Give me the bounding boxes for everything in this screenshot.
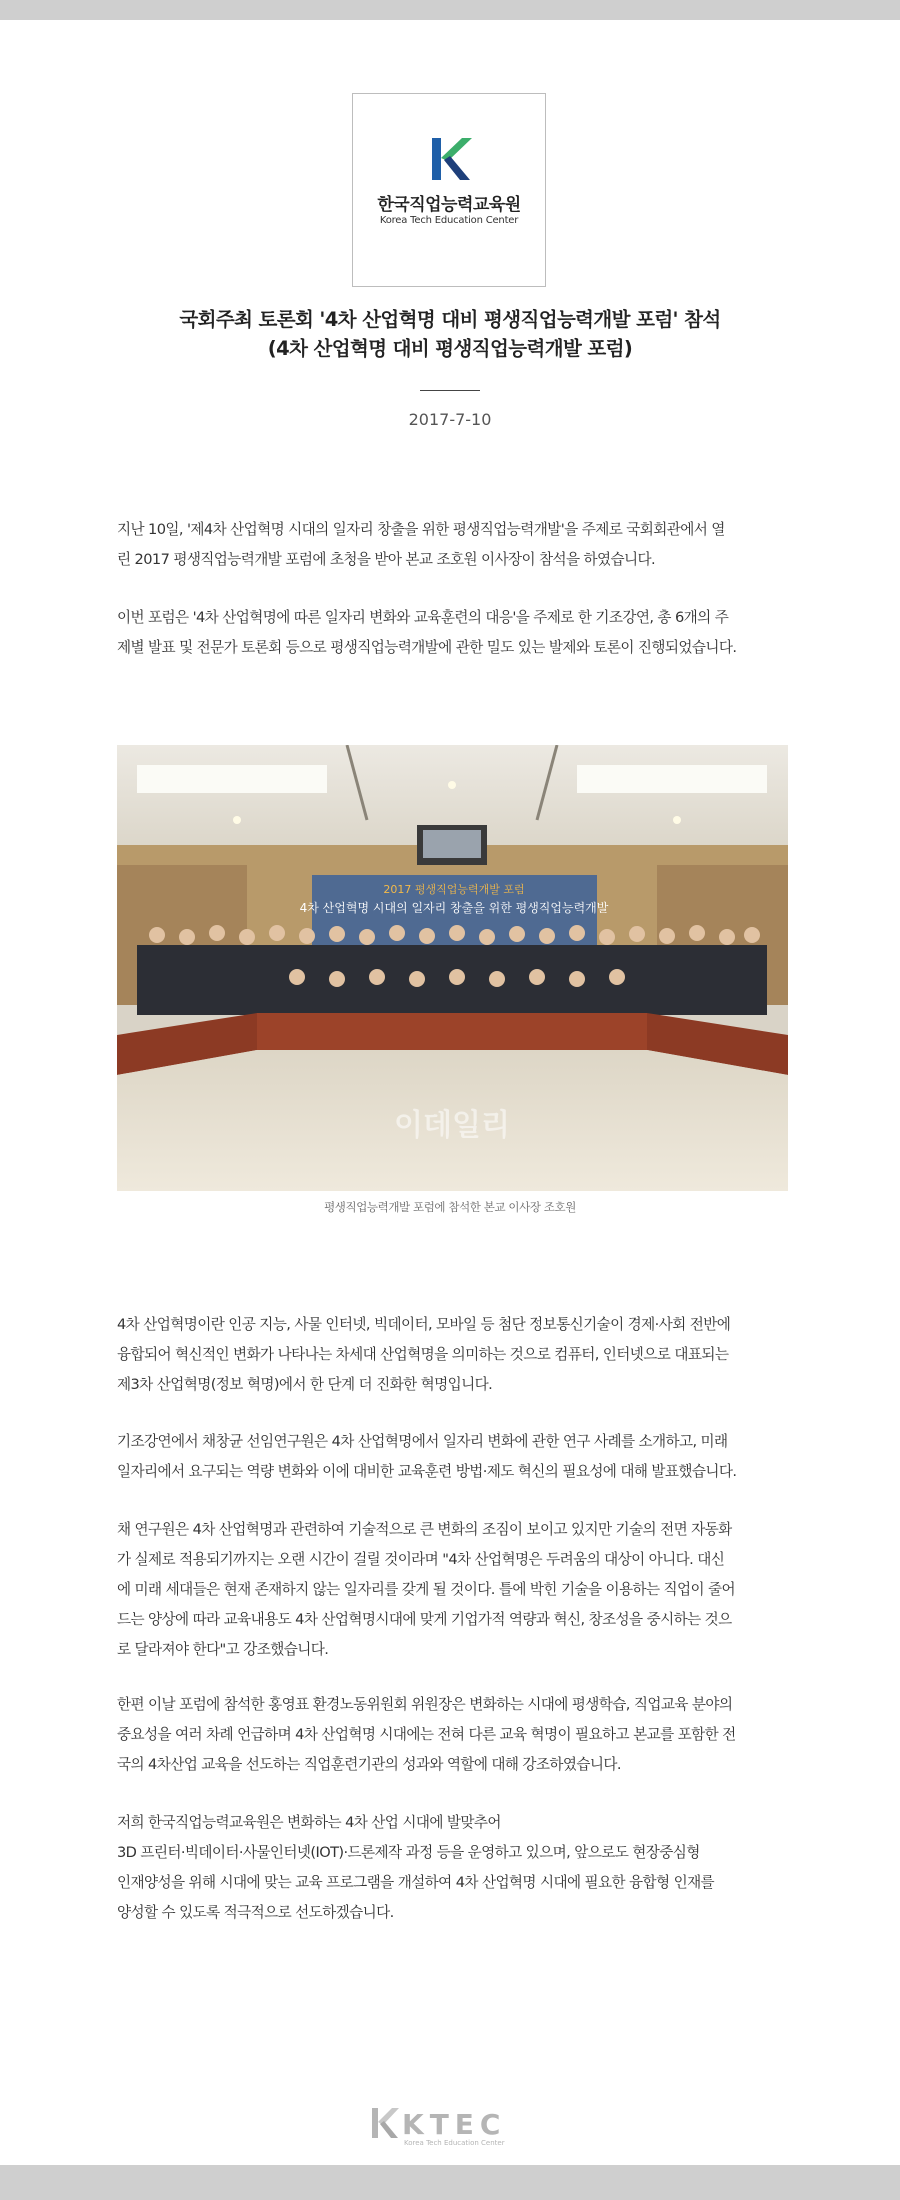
photo-watermark: 이데일리 [394, 1108, 510, 1143]
photo-illustration [117, 745, 788, 1191]
intro-paragraph-2: 이번 포럼은 '4차 산업혁명에 따른 일자리 변화와 교육훈련의 대응'을 주제로 한 기조강연, 총 6개의 주 제별 발표 및 전문가 토론회 등으로 평생직업능력개발에 관한 밀도 있는 발제와 토론이 진행되었습니다. [117, 609, 737, 656]
body-paragraph-3: 채 연구원은 4차 산업혁명과 관련하여 기술적으로 큰 변화의 조짐이 보이고 있지만 기술의 전면 자동화 가 실제로 적용되기까지는 오랜 시간이 걸릴 것이라며 "4차 산업혁명은 두려움의 대상이 아니다. 대신 에 미래 세대들은 현재 존재하지 않는 일자리를 갖게 될 것이다. 틀에 박힌 기술을 이용하는 직업이 줄어 드는 양상에 따라 교육내용도 4차 산업혁명시대에 맞게 기업가적 역량과 혁신, 창조성을 중시하는 것으 로 달라져야 한다"고 강조했습니다. [117, 1521, 736, 1658]
body-paragraph-5: 저희 한국직업능력교육원은 변화하는 4차 산업 시대에 발맞추어 3D 프린터·빅데이터·사물인터넷(IOT)·드론제작 과정 등을 운영하고 있으며, 앞으로도 현장중심형 인재양성을 위해 시대에 맞는 교육 프로그램을 개설하여 4차 산업혁명 시대에 필요한 융합형 인재를 양성할 수 있도록 적극적으로 선도하겠습니다. [117, 1814, 715, 1921]
forum-group-photo [117, 745, 788, 1191]
body-paragraph-4: 한편 이날 포럼에 참석한 홍영표 환경노동위원회 위원장은 변화하는 시대에 평생학습, 직업교육 분야의 중요성을 여러 차례 언급하며 4차 산업혁명 시대에는 전혀 다른 교육 혁명이 필요하고 본교를 포함한 전 국의 4차산업 교육을 선도하는 직업훈련기관의 성과와 역할에 대해 강조하였습니다. [117, 1696, 736, 1773]
k-logo-icon [428, 136, 472, 182]
banner-line-1: 2017 평생직업능력개발 포럼 [383, 883, 525, 896]
title-line-1: 국회주최 토론회 '4차 산업혁명 대비 평생직업능력개발 포럼' 참석 [179, 308, 721, 331]
footer-logo-text: KTEC [402, 2108, 507, 2141]
org-name-korean: 한국직업능력교육원 [377, 195, 521, 215]
body-paragraph-2: 기조강연에서 채창균 선임연구원은 4차 산업혁명에서 일자리 변화에 관한 연구 사례를 소개하고, 미래 일자리에서 요구되는 역량 변화와 이에 대비한 교육훈련 방법·제도 혁신의 필요성에 대해 발표했습니다. [117, 1433, 737, 1480]
article-date: 2017-7-10 [408, 410, 492, 429]
org-name-english: Korea Tech Education Center [379, 215, 519, 226]
title-line-2: (4차 산업혁명 대비 평생직업능력개발 포럼) [267, 337, 633, 360]
bottom-bar [0, 2165, 900, 2200]
banner-line-2: 4차 산업혁명 시대의 일자리 창출을 위한 평생직업능력개발 [299, 901, 609, 915]
top-bar [0, 0, 900, 20]
title-divider [420, 390, 480, 391]
intro-paragraph-1: 지난 10일, '제4차 산업혁명 시대의 일자리 창출을 위한 평생직업능력개발'을 주제로 국회회관에서 열 린 2017 평생직업능력개발 포럼에 초청을 받아 본교 조호원 이사장이 참석을 하였습니다. [117, 521, 725, 568]
footer-logo-subtext: Korea Tech Education Center [404, 2139, 505, 2147]
org-logo [352, 93, 546, 287]
photo-caption: 평생직업능력개발 포럼에 참석한 본교 이사장 조호원 [324, 1200, 576, 1214]
k-logo-icon [372, 2108, 399, 2138]
ktec-footer-logo [372, 2104, 528, 2148]
article-title [60, 305, 840, 363]
body-paragraph-1: 4차 산업혁명이란 인공 지능, 사물 인터넷, 빅데이터, 모바일 등 첨단 정보통신기술이 경제·사회 전반에 융합되어 혁신적인 변화가 나타나는 차세대 산업혁명을 의미하는 것으로 컴퓨터, 인터넷으로 대표되는 제3차 산업혁명(정보 혁명)에서 한 단계 더 진화한 혁명입니다. [117, 1316, 731, 1393]
